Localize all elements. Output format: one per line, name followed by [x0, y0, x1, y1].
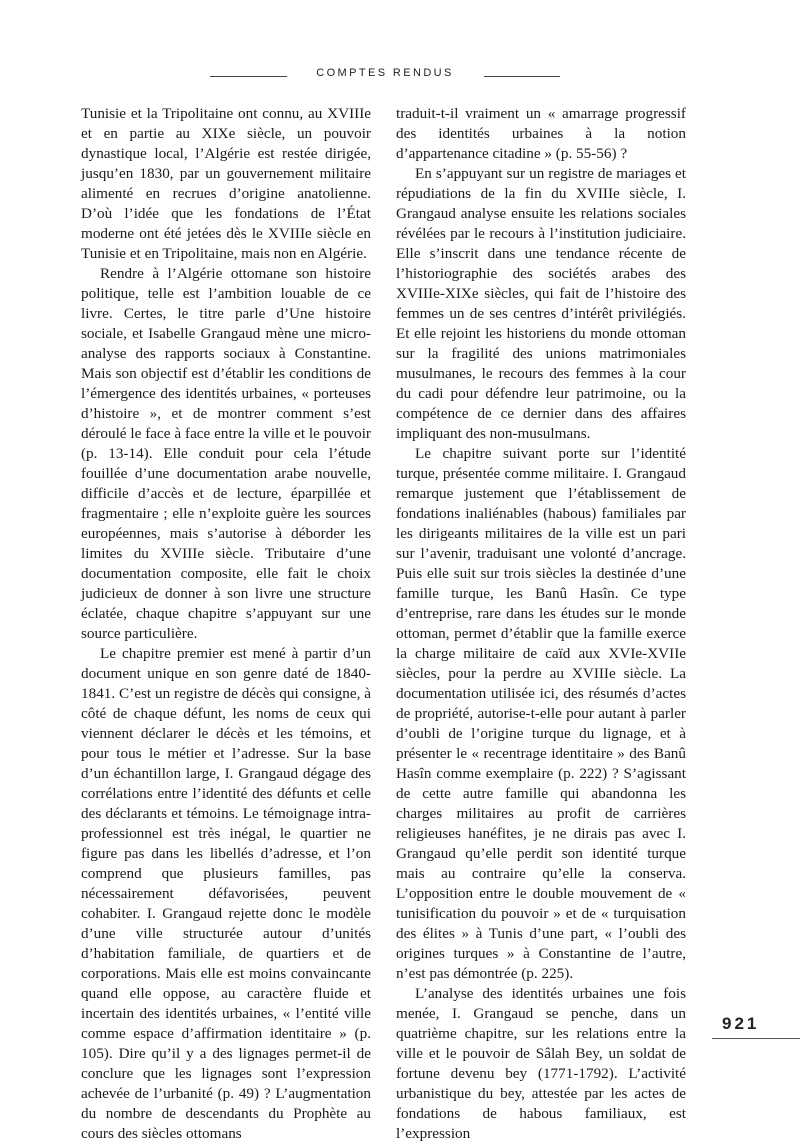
paragraph: Rendre à l’Algérie ottomane son histoire politique, telle est l’ambition louable de ce livre. Certes, le titre parle d’Une histoire sociale, et Isabelle Grangaud mène une micro-analyse des rapports sociaux à Constantine. Mais son objectif est d’établir les conditions de l’émergence des identités urbaines, « porteuses d’histoire », et de montrer comment s’est déroulé le face à face entre la ville et le pouvoir (p. 13-14). Elle conduit pour cela l’étude fouillée d’une documentation arabe nouvelle, difficile d’accès et de lecture, éparpillée et fragmentaire ; elle n’exploite guère les sources européennes, mais s’autorise à déborder les limites du XVIIIe siècle. Tributaire d’une documentation composite, elle fait le choix judicieux de donner à son livre une structure éclatée, chaque chapitre s’appuyant sur une source particulière.	[81, 265, 371, 642]
left-column	[81, 104, 371, 1144]
header-rule-right	[484, 76, 560, 77]
paragraph: Tunisie et la Tripolitaine ont connu, au XVIIIe et en partie au XIXe siècle, un pouvoir dynastique local, l’Algérie est restée dirigée, jusqu’en 1830, par un gouvernement militaire alimenté en recrues d’origine anatolienne. D’où l’idée que les fondations de l’État moderne ont été jetées dès le XVIIIe siècle en Tunisie et en Tripolitaine, mais non en Algérie.	[81, 105, 371, 262]
running-head-title: COMPTES RENDUS	[316, 67, 454, 79]
page-number: 921	[722, 1014, 760, 1033]
running-head	[0, 66, 800, 86]
header-rule-left	[210, 76, 287, 77]
right-column	[396, 104, 686, 1144]
paragraph: Le chapitre premier est mené à partir d’un document unique en son genre daté de 1840-1841. C’est un registre de décès qui consigne, à côté de chaque défunt, les noms de ceux qui viennent déclarer le décès et les témoins, et pour tous le métier et l’adresse. Sur la base d’un échantillon large, I. Grangaud dégage des corrélations entre l’identité des défunts et celle des déclarants et témoins. Le témoignage intra-professionnel est très inégal, le quartier ne figure pas dans les libellés d’adresse, et l’on comprend que plusieurs familles, pas nécessairement défavorisées, peuvent cohabiter. I. Grangaud rejette donc le modèle d’une ville structurée autour d’unités d’habitation familiale, de quartiers et de corporations. Mais elle est moins convaincante quand elle oppose, au caractère fluide et incertain des identités urbaines, « l’entité ville comme espace d’affirmation identitaire » (p. 105). Dire qu’il y a des lignages permet-il de conclure que les lignages sont l’expression achevée de l’urbanité (p. 49) ? L’augmentation du nombre de descendants du Prophète au cours des siècles ottomans	[81, 645, 371, 1142]
paragraph: Le chapitre suivant porte sur l’identité turque, présentée comme militaire. I. Grangaud remarque justement que l’établissement de fondations inaliénables (habous) familiales par les dirigeants militaires de la ville est un pari sur l’avenir, traduisant une volonté d’ancrage. Puis elle suit sur trois siècles la destinée d’une famille turque, les Banû Hasîn. Ce type d’entreprise, rare dans les études sur le monde ottoman, permet d’établir que la famille exerce la charge militaire de caïd aux XVIe-XVIIe siècles, pour la perdre au XVIIIe siècle. La documentation utilisée ici, des résumés d’actes de propriété, autorise-t-elle pour autant à parler d’oubli de l’origine turque du lignage, et à présenter le « recentrage identitaire » des Banû Hasîn comme exemplaire (p. 222) ? S’agissant de cette autre famille qui abandonna les charges militaires au profit de carrières religieuses hanéfites, je ne dirais pas avec I. Grangaud qu’elle perdit son identité turque mais au contraire qu’elle la conserva. L’opposition entre le double mouvement de « tunisification du pouvoir » et de « turquisation des élites » à Tunis d’une part, « l’oubli des origines turques » à Constantine de l’autre, n’est pas démontrée (p. 225).	[396, 445, 686, 982]
paragraph: L’analyse des identités urbaines une fois menée, I. Grangaud se penche, dans un quatrième chapitre, sur les relations entre la ville et le pouvoir de Sâlah Bey, un soldat de fortune devenu bey (1771-1792). L’activité urbanistique du bey, attestée par les actes de fondations de habous familiaux, est l’expression	[396, 985, 686, 1142]
paragraph: En s’appuyant sur un registre de mariages et répudiations de la fin du XVIIIe siècle, I. Grangaud analyse ensuite les relations sociales révélées par le recours à l’institution judiciaire. Elle s’inscrit dans une tendance récente de l’historiographie des sociétés arabes des XVIIIe-XIXe siècles, qui fait de l’histoire des femmes un de ses centres d’intérêt privilégiés. Et elle rejoint les historiens du monde ottoman sur la fragilité des unions matrimoniales musulmanes, le recours des femmes à la cour du cadi pour défendre leur patrimoine, ou la compétence de ce dernier dans des affaires impliquant des non-musulmans.	[396, 165, 686, 442]
page-number-rule	[712, 1038, 800, 1039]
paragraph: traduit-t-il vraiment un « amarrage progressif des identités urbaines à la notion d’appartenance citadine » (p. 55-56) ?	[396, 105, 686, 162]
